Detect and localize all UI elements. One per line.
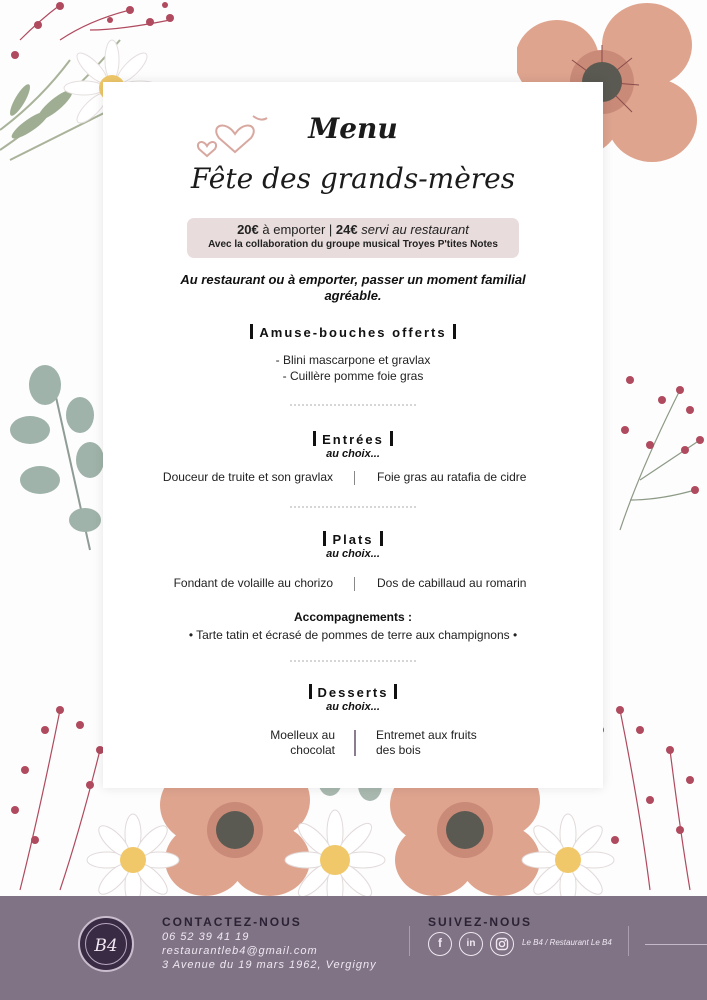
footer-divider — [409, 926, 410, 956]
dessert-choice-left: Moelleux au chocolat — [270, 728, 335, 757]
linkedin-icon[interactable]: in — [459, 932, 483, 956]
dessert-separator — [354, 730, 356, 756]
price-line — [187, 222, 519, 237]
restaurant-price: 24€ — [335, 222, 358, 237]
footer-rule — [645, 944, 707, 945]
accompaniments-title: Accompagnements : — [293, 610, 413, 624]
accompaniments-text: • Tarte tatin et écrasé de pommes de terre aux champignons • — [188, 628, 518, 642]
amuse-items — [103, 352, 603, 384]
price-box — [187, 218, 519, 258]
section-title-amuse: Amuse-bouches offerts — [103, 324, 603, 340]
instagram-icon[interactable] — [490, 932, 514, 956]
menu-title: Menu — [308, 112, 398, 145]
follow-heading: SUIVEZ-NOUS — [428, 915, 533, 929]
left-eucalyptus-decoration — [0, 360, 110, 560]
contact-address: 3 Avenue du 19 mars 1962, Vergigny — [162, 959, 377, 971]
menu-card — [103, 82, 603, 788]
section-title-entrees: Entrées — [103, 431, 603, 447]
plats-au-choix: au choix... — [326, 548, 380, 560]
right-berry-decoration — [600, 370, 707, 540]
menu-subtitle: Fête des grands-mères — [190, 162, 516, 195]
social-caption: Le B4 / Restaurant Le B4 — [522, 938, 612, 947]
restaurant-logo[interactable] — [78, 916, 134, 972]
plats-choices — [103, 576, 603, 596]
takeaway-price: 20€ — [237, 222, 259, 237]
footer-divider — [628, 926, 629, 956]
contact-phone[interactable]: 06 52 39 41 19 — [162, 931, 250, 943]
amuse-item: - Cuillère pomme foie gras — [282, 369, 424, 383]
price-separator: | — [328, 222, 336, 237]
choice-separator — [354, 471, 355, 485]
plat-choice-left: Fondant de volaille au chorizo — [173, 576, 333, 590]
facebook-icon[interactable]: f — [428, 932, 452, 956]
desserts-au-choix: au choix... — [326, 701, 380, 713]
footer — [0, 896, 707, 1000]
divider-dots — [290, 660, 416, 662]
entree-choice-left: Douceur de truite et son gravlax — [162, 470, 333, 484]
entrees-choices — [103, 470, 603, 490]
takeaway-label: à emporter — [262, 222, 326, 237]
contact-heading: CONTACTEZ-NOUS — [162, 915, 302, 929]
collaboration-text: Avec la collaboration du groupe musical Troyes P'tites Notes — [208, 239, 498, 250]
restaurant-label: servi au restaurant — [361, 222, 469, 237]
intro-text: Au restaurant ou à emporter, passer un moment familial agréable. — [180, 272, 526, 303]
amuse-item: - Blini mascarpone et gravlax — [275, 353, 431, 367]
plat-choice-right: Dos de cabillaud au romarin — [377, 576, 527, 590]
divider-dots — [290, 506, 416, 508]
choice-separator — [354, 577, 355, 591]
entrees-au-choix: au choix... — [326, 448, 380, 460]
dessert-choice-right: Entremet aux fruits des bois — [376, 728, 477, 757]
logo-text: B4 — [85, 923, 127, 965]
section-title-plats: Plats — [103, 531, 603, 547]
section-title-desserts: Desserts — [103, 684, 603, 700]
entree-choice-right: Foie gras au ratafia de cidre — [377, 470, 527, 484]
divider-dots — [290, 404, 416, 406]
contact-email[interactable]: restaurantleb4@gmail.com — [162, 945, 318, 957]
